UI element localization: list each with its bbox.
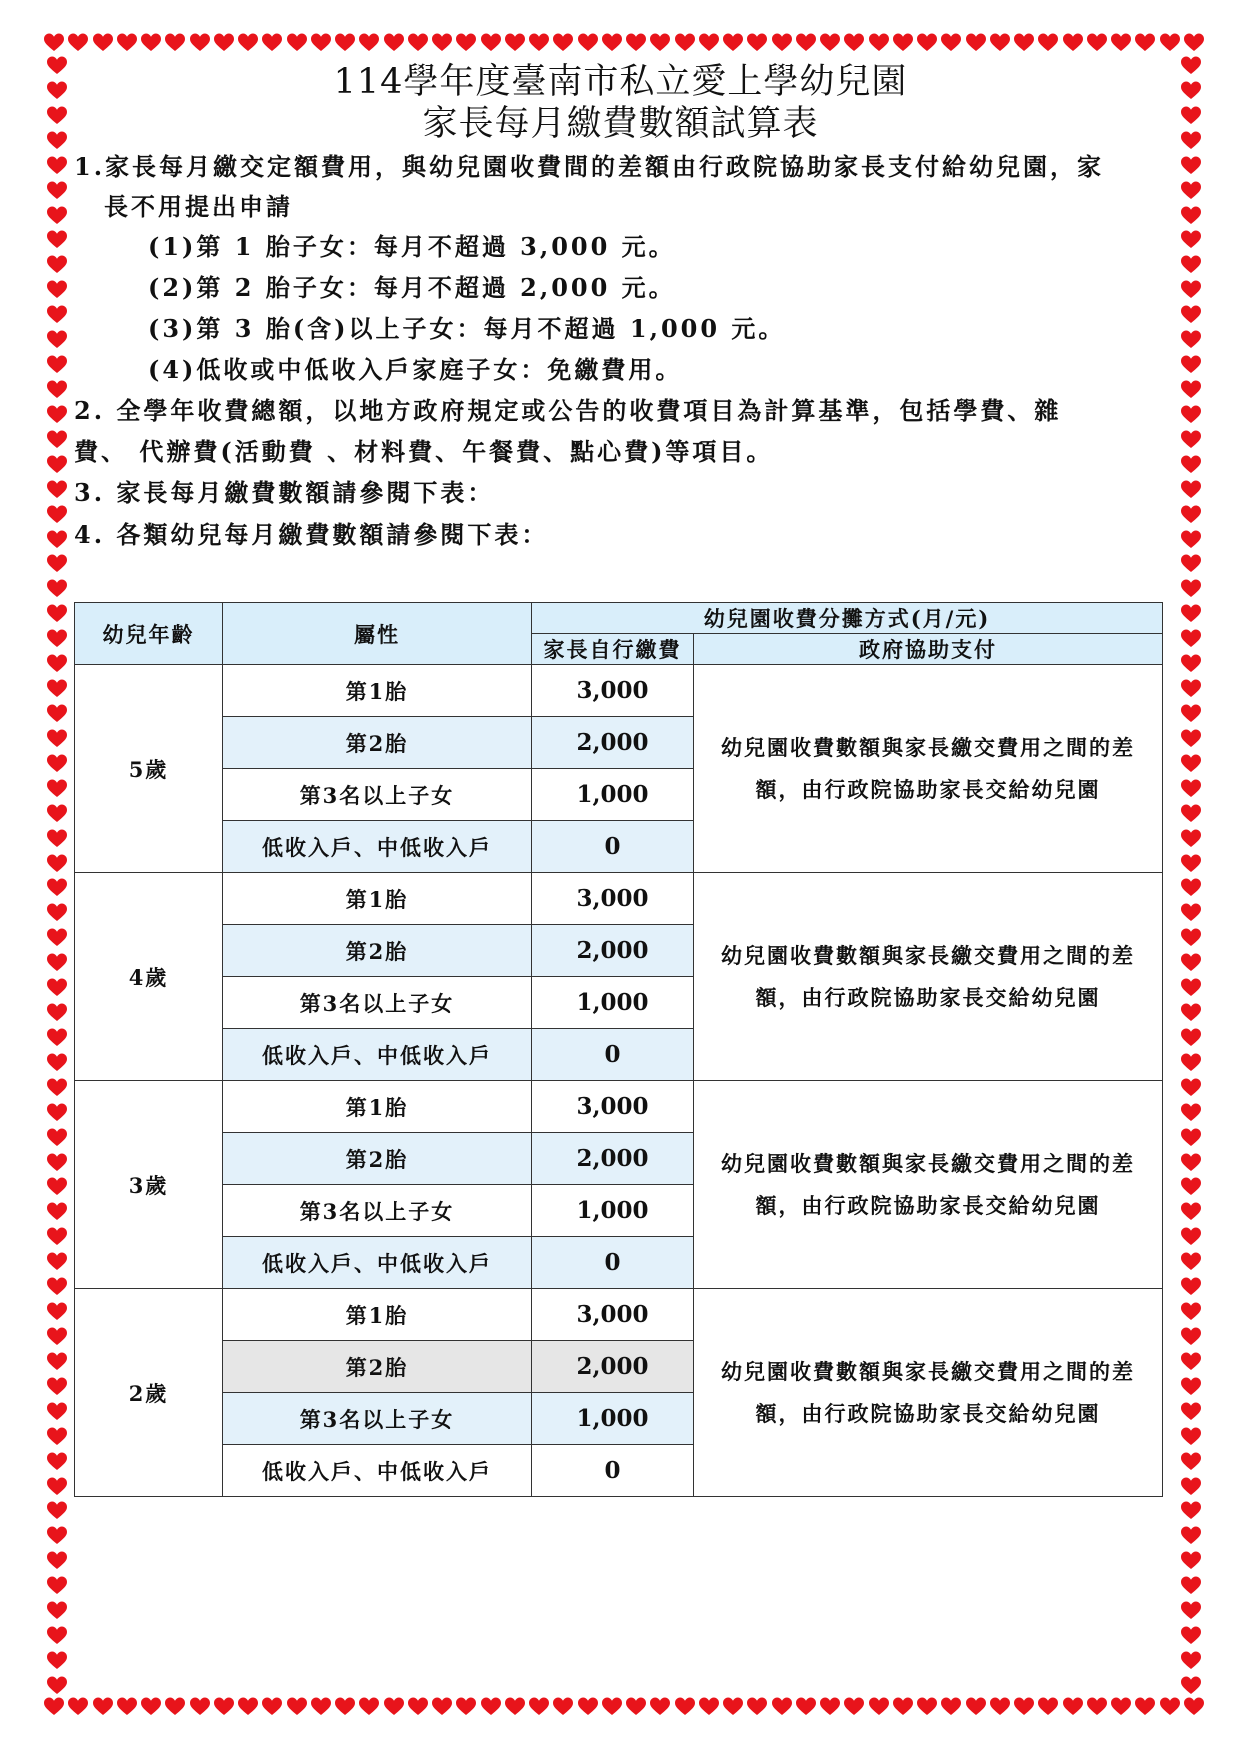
heart-icon	[117, 33, 137, 53]
heart-icon	[1038, 1697, 1058, 1717]
heart-icon	[1181, 1078, 1201, 1098]
heart-icon	[47, 455, 67, 475]
age-cell: 3歲	[75, 1081, 223, 1289]
amount-cell: 3,000	[532, 665, 694, 717]
heart-icon	[141, 33, 161, 53]
heart-icon	[1160, 1697, 1180, 1717]
heart-icon	[408, 33, 428, 53]
heart-icon	[529, 1697, 549, 1717]
heart-icon	[1181, 405, 1201, 425]
heart-icon	[990, 1697, 1010, 1717]
heart-icon	[117, 1697, 137, 1717]
heart-icon	[1181, 978, 1201, 998]
heart-icon	[47, 1128, 67, 1148]
heart-icon	[262, 33, 282, 53]
heart-icon	[190, 33, 210, 53]
heart-icon	[1181, 430, 1201, 450]
heart-icon	[1181, 829, 1201, 849]
heart-icon	[238, 1697, 258, 1717]
heart-icon	[47, 505, 67, 525]
heart-icon	[47, 1327, 67, 1347]
heart-icon	[820, 1697, 840, 1717]
heart-icon	[1111, 33, 1131, 53]
heart-icon	[1181, 1526, 1201, 1546]
header-parent: 家長自行繳費	[532, 634, 694, 665]
item-1-line-1: 1.家長每月繳交定額費用，與幼兒園收費間的差額由行政院協助家長支付給幼兒園，家	[74, 152, 1105, 181]
heart-icon	[47, 928, 67, 948]
heart-icon	[1181, 305, 1201, 325]
heart-icon	[747, 1697, 767, 1717]
heart-icon	[578, 33, 598, 53]
heart-icon	[214, 33, 234, 53]
amount-cell: 2,000	[532, 1133, 694, 1185]
heart-icon	[1181, 654, 1201, 674]
age-cell: 2歲	[75, 1289, 223, 1497]
heart-icon	[47, 430, 67, 450]
heart-icon	[47, 1227, 67, 1247]
heart-icon	[1181, 505, 1201, 525]
heart-icon	[1181, 1626, 1201, 1646]
heart-icon	[1181, 679, 1201, 699]
heart-icon	[941, 1697, 961, 1717]
attr-cell: 第2胎	[223, 1133, 532, 1185]
gov-note-cell	[694, 873, 1163, 1081]
heart-icon	[1181, 1352, 1201, 1372]
attr-cell: 第3名以上子女	[223, 1185, 532, 1237]
heart-icon	[675, 1697, 695, 1717]
heart-icon	[1181, 629, 1201, 649]
heart-icon	[1181, 255, 1201, 275]
heart-icon	[675, 33, 695, 53]
heart-icon	[47, 530, 67, 550]
heart-icon	[1181, 928, 1201, 948]
heart-icon	[1135, 1697, 1155, 1717]
heart-icon	[578, 1697, 598, 1717]
amount-cell: 0	[532, 1445, 694, 1497]
heart-icon	[456, 1697, 476, 1717]
item-3: 3. 家長每月繳費數額請參閱下表：	[74, 478, 495, 507]
heart-icon	[47, 230, 67, 250]
heart-icon	[165, 33, 185, 53]
item-2-line-1: 2. 全學年收費總額，以地方政府規定或公告的收費項目為計算基準，包括學費、雜	[74, 396, 1062, 425]
heart-icon	[262, 1697, 282, 1717]
page-title: 114學年度臺南市私立愛上學幼兒園	[333, 62, 908, 102]
sub-item-2: (2)第 2 胎子女：每月不超過 2,000 元。	[148, 273, 676, 302]
heart-icon	[47, 1302, 67, 1322]
heart-icon	[47, 953, 67, 973]
heart-icon	[1181, 1327, 1201, 1347]
heart-icon	[47, 1501, 67, 1521]
heart-icon	[47, 355, 67, 375]
heart-icon	[47, 1601, 67, 1621]
item-1-line-2: 長不用提出申請	[104, 192, 293, 221]
heart-icon	[190, 1697, 210, 1717]
heart-icon	[1181, 455, 1201, 475]
heart-icon	[47, 854, 67, 874]
heart-icon	[47, 1053, 67, 1073]
heart-icon	[47, 480, 67, 500]
gov-note-line-1: 幼兒園收費數額與家長繳交費用之間的差	[721, 734, 1135, 760]
heart-icon	[1181, 1452, 1201, 1472]
heart-icon	[1063, 1697, 1083, 1717]
heart-border-top	[44, 30, 1204, 56]
heart-icon	[408, 1697, 428, 1717]
attr-cell: 第2胎	[223, 925, 532, 977]
heart-icon	[47, 181, 67, 201]
heart-icon	[47, 1177, 67, 1197]
heart-icon	[1181, 530, 1201, 550]
heart-border-bottom	[44, 1694, 1204, 1720]
gov-note-line-2: 額，由行政院協助家長交給幼兒園	[755, 1192, 1101, 1218]
sub-item-4: (4)低收或中低收入戶家庭子女：免繳費用。	[148, 355, 683, 384]
amount-cell: 0	[532, 821, 694, 873]
heart-icon	[1181, 1302, 1201, 1322]
heart-icon	[47, 829, 67, 849]
heart-icon	[1181, 729, 1201, 749]
heart-icon	[990, 33, 1010, 53]
heart-border-left	[44, 56, 70, 1696]
attr-cell: 低收入戶、中低收入戶	[223, 1029, 532, 1081]
heart-icon	[869, 1697, 889, 1717]
heart-icon	[893, 1697, 913, 1717]
heart-icon	[432, 33, 452, 53]
heart-icon	[47, 1352, 67, 1372]
attr-cell: 第1胎	[223, 873, 532, 925]
gov-note-cell	[694, 1081, 1163, 1289]
heart-icon	[1181, 604, 1201, 624]
heart-icon	[1181, 1128, 1201, 1148]
heart-icon	[47, 1028, 67, 1048]
heart-icon	[1181, 355, 1201, 375]
heart-icon	[1181, 554, 1201, 574]
heart-icon	[1181, 480, 1201, 500]
gov-note-line-2: 額，由行政院協助家長交給幼兒園	[755, 1400, 1101, 1426]
heart-icon	[47, 1452, 67, 1472]
heart-icon	[1181, 804, 1201, 824]
heart-icon	[384, 1697, 404, 1717]
heart-icon	[626, 1697, 646, 1717]
heart-icon	[505, 1697, 525, 1717]
amount-cell: 2,000	[532, 1341, 694, 1393]
heart-icon	[359, 1697, 379, 1717]
heart-icon	[481, 33, 501, 53]
heart-icon	[699, 33, 719, 53]
age-cell: 4歲	[75, 873, 223, 1081]
heart-icon	[626, 33, 646, 53]
heart-icon	[1181, 779, 1201, 799]
heart-icon	[966, 33, 986, 53]
heart-icon	[1181, 1227, 1201, 1247]
heart-icon	[238, 33, 258, 53]
heart-icon	[47, 1377, 67, 1397]
heart-icon	[1181, 1252, 1201, 1272]
heart-icon	[47, 679, 67, 699]
heart-icon	[47, 903, 67, 923]
heart-icon	[47, 1427, 67, 1447]
heart-icon	[47, 380, 67, 400]
heart-border-right	[1178, 56, 1204, 1696]
heart-icon	[165, 1697, 185, 1717]
heart-icon	[384, 33, 404, 53]
heart-icon	[47, 1402, 67, 1422]
heart-icon	[966, 1697, 986, 1717]
heart-icon	[456, 33, 476, 53]
attr-cell: 第3名以上子女	[223, 1393, 532, 1445]
heart-icon	[47, 579, 67, 599]
heart-icon	[141, 1697, 161, 1717]
heart-icon	[47, 1153, 67, 1173]
heart-icon	[47, 754, 67, 774]
heart-icon	[47, 255, 67, 275]
heart-icon	[47, 305, 67, 325]
heart-icon	[1181, 280, 1201, 300]
heart-icon	[1181, 754, 1201, 774]
heart-icon	[1181, 1003, 1201, 1023]
amount-cell: 3,000	[532, 1289, 694, 1341]
heart-icon	[602, 33, 622, 53]
heart-icon	[68, 33, 88, 53]
heart-icon	[47, 405, 67, 425]
heart-icon	[1181, 1576, 1201, 1596]
heart-icon	[1181, 380, 1201, 400]
heart-icon	[93, 1697, 113, 1717]
heart-icon	[47, 1202, 67, 1222]
heart-icon	[1184, 33, 1204, 53]
heart-icon	[844, 1697, 864, 1717]
attr-cell: 第1胎	[223, 1289, 532, 1341]
heart-icon	[893, 33, 913, 53]
heart-icon	[1181, 1103, 1201, 1123]
heart-icon	[359, 33, 379, 53]
heart-icon	[47, 1676, 67, 1696]
heart-icon	[1014, 1697, 1034, 1717]
heart-icon	[1181, 1601, 1201, 1621]
heart-icon	[335, 33, 355, 53]
amount-cell: 0	[532, 1237, 694, 1289]
heart-icon	[47, 1576, 67, 1596]
heart-icon	[47, 729, 67, 749]
heart-icon	[47, 779, 67, 799]
heart-icon	[1181, 1377, 1201, 1397]
attr-cell: 低收入戶、中低收入戶	[223, 1237, 532, 1289]
heart-icon	[723, 1697, 743, 1717]
heart-icon	[1181, 1427, 1201, 1447]
heart-icon	[47, 1003, 67, 1023]
heart-icon	[1181, 1053, 1201, 1073]
heart-icon	[1087, 33, 1107, 53]
table-row	[75, 665, 1163, 717]
heart-icon	[287, 1697, 307, 1717]
heart-icon	[47, 1078, 67, 1098]
heart-icon	[917, 1697, 937, 1717]
attr-cell: 第1胎	[223, 665, 532, 717]
heart-icon	[47, 629, 67, 649]
heart-icon	[1087, 1697, 1107, 1717]
heart-icon	[1181, 1477, 1201, 1497]
heart-icon	[917, 33, 937, 53]
heart-icon	[481, 1697, 501, 1717]
heart-icon	[1063, 33, 1083, 53]
heart-icon	[311, 1697, 331, 1717]
item-4: 4. 各類幼兒每月繳費數額請參閱下表：	[74, 520, 549, 549]
heart-icon	[1111, 1697, 1131, 1717]
attr-cell: 第1胎	[223, 1081, 532, 1133]
heart-icon	[47, 654, 67, 674]
heart-icon	[335, 1697, 355, 1717]
amount-cell: 2,000	[532, 925, 694, 977]
sub-item-3: (3)第 3 胎(含)以上子女：每月不超過 1,000 元。	[148, 314, 786, 343]
heart-icon	[93, 33, 113, 53]
attr-cell: 第2胎	[223, 717, 532, 769]
table-row	[75, 1081, 1163, 1133]
heart-icon	[1181, 156, 1201, 176]
amount-cell: 3,000	[532, 873, 694, 925]
gov-note-line-2: 額，由行政院協助家長交給幼兒園	[755, 984, 1101, 1010]
amount-cell: 0	[532, 1029, 694, 1081]
heart-icon	[1181, 206, 1201, 226]
heart-icon	[68, 1697, 88, 1717]
heart-icon	[699, 1697, 719, 1717]
heart-icon	[553, 33, 573, 53]
gov-note-cell	[694, 1289, 1163, 1497]
heart-icon	[44, 33, 64, 53]
page-subtitle: 家長每月繳費數額試算表	[422, 104, 819, 144]
heart-icon	[1181, 1501, 1201, 1521]
heart-icon	[602, 1697, 622, 1717]
heart-icon	[1181, 579, 1201, 599]
age-cell: 5歲	[75, 665, 223, 873]
attr-cell: 低收入戶、中低收入戶	[223, 1445, 532, 1497]
attr-cell: 低收入戶、中低收入戶	[223, 821, 532, 873]
heart-icon	[869, 33, 889, 53]
heart-icon	[553, 1697, 573, 1717]
heart-icon	[1181, 1028, 1201, 1048]
heart-icon	[47, 1477, 67, 1497]
heart-icon	[47, 1651, 67, 1671]
heart-icon	[796, 1697, 816, 1717]
heart-icon	[1181, 330, 1201, 350]
heart-icon	[529, 33, 549, 53]
heart-icon	[1181, 1153, 1201, 1173]
heart-icon	[1181, 1177, 1201, 1197]
heart-icon	[747, 33, 767, 53]
heart-icon	[214, 1697, 234, 1717]
fee-table	[74, 602, 1163, 1497]
heart-icon	[1184, 1697, 1204, 1717]
heart-icon	[47, 704, 67, 724]
gov-note-line-1: 幼兒園收費數額與家長繳交費用之間的差	[721, 1150, 1135, 1176]
header-gov: 政府協助支付	[694, 634, 1163, 665]
heart-icon	[1181, 878, 1201, 898]
table-row	[75, 1289, 1163, 1341]
gov-note-line-1: 幼兒園收費數額與家長繳交費用之間的差	[721, 1358, 1135, 1384]
heart-icon	[772, 1697, 792, 1717]
attr-cell: 第3名以上子女	[223, 977, 532, 1029]
gov-note-line-2: 額，由行政院協助家長交給幼兒園	[755, 776, 1101, 802]
attr-cell: 第3名以上子女	[223, 769, 532, 821]
header-split: 幼兒園收費分攤方式(月/元)	[532, 603, 1163, 634]
heart-icon	[47, 1551, 67, 1571]
heart-icon	[844, 33, 864, 53]
attr-cell: 第2胎	[223, 1341, 532, 1393]
gov-note-cell	[694, 665, 1163, 873]
heart-icon	[47, 206, 67, 226]
heart-icon	[1181, 704, 1201, 724]
amount-cell: 3,000	[532, 1081, 694, 1133]
heart-icon	[47, 554, 67, 574]
heart-icon	[820, 33, 840, 53]
heart-icon	[287, 33, 307, 53]
heart-icon	[1181, 1551, 1201, 1571]
heart-icon	[47, 1526, 67, 1546]
heart-icon	[796, 33, 816, 53]
heart-icon	[47, 280, 67, 300]
heart-icon	[1181, 1202, 1201, 1222]
heart-icon	[47, 1277, 67, 1297]
heart-icon	[47, 1103, 67, 1123]
heart-icon	[941, 33, 961, 53]
heart-icon	[772, 33, 792, 53]
amount-cell: 1,000	[532, 1393, 694, 1445]
heart-icon	[47, 978, 67, 998]
heart-icon	[1181, 1651, 1201, 1671]
heart-icon	[47, 330, 67, 350]
heart-icon	[650, 33, 670, 53]
heart-icon	[1181, 230, 1201, 250]
heart-icon	[47, 156, 67, 176]
heart-icon	[1038, 33, 1058, 53]
sub-item-1: (1)第 1 胎子女：每月不超過 3,000 元。	[148, 232, 676, 261]
heart-icon	[47, 604, 67, 624]
heart-icon	[47, 1252, 67, 1272]
heart-icon	[1181, 1402, 1201, 1422]
heart-icon	[44, 1697, 64, 1717]
heart-icon	[1181, 1676, 1201, 1696]
gov-note-line-1: 幼兒園收費數額與家長繳交費用之間的差	[721, 942, 1135, 968]
amount-cell: 1,000	[532, 1185, 694, 1237]
header-age: 幼兒年齡	[75, 603, 223, 665]
heart-icon	[47, 1626, 67, 1646]
header-attr: 屬性	[223, 603, 532, 665]
heart-icon	[1135, 33, 1155, 53]
heart-icon	[1014, 33, 1034, 53]
heart-icon	[47, 804, 67, 824]
heart-icon	[1181, 854, 1201, 874]
heart-icon	[1160, 33, 1180, 53]
heart-icon	[1181, 953, 1201, 973]
item-2-line-2: 費、 代辦費(活動費 、材料費、午餐費、點心費)等項目。	[74, 437, 774, 466]
heart-icon	[650, 1697, 670, 1717]
amount-cell: 1,000	[532, 769, 694, 821]
heart-icon	[1181, 181, 1201, 201]
heart-icon	[47, 878, 67, 898]
heart-icon	[723, 33, 743, 53]
heart-icon	[1181, 1277, 1201, 1297]
heart-icon	[311, 33, 331, 53]
amount-cell: 1,000	[532, 977, 694, 1029]
heart-icon	[505, 33, 525, 53]
table-row	[75, 873, 1163, 925]
heart-icon	[432, 1697, 452, 1717]
amount-cell: 2,000	[532, 717, 694, 769]
heart-icon	[1181, 903, 1201, 923]
